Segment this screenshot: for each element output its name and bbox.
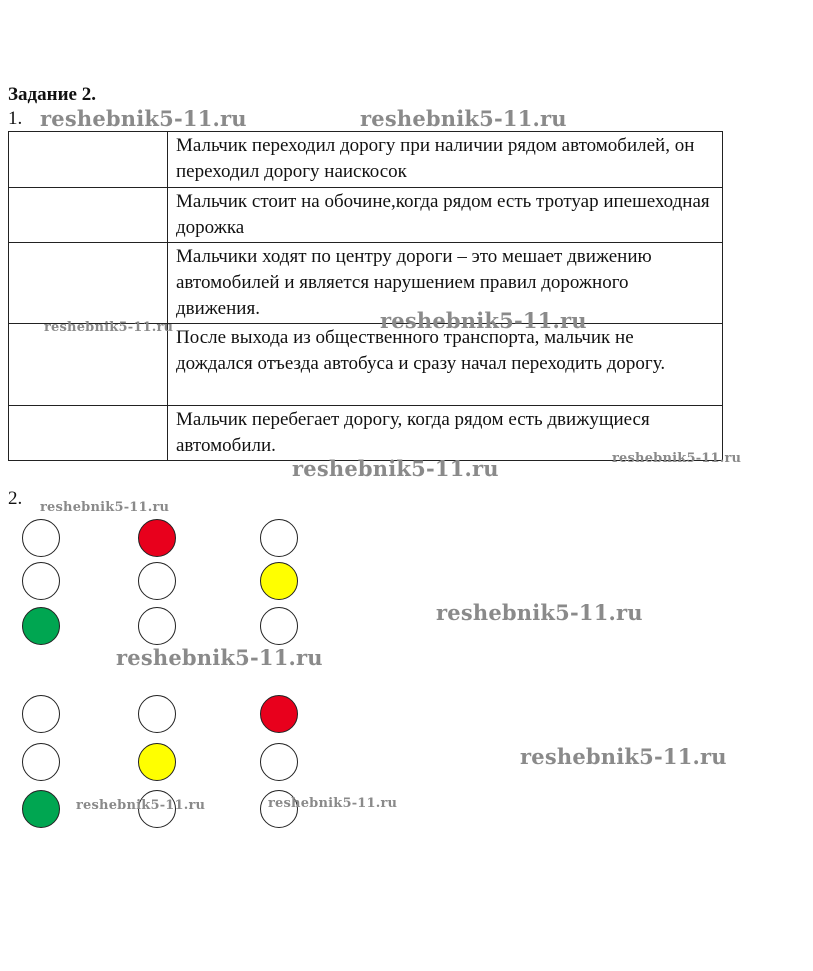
- watermark: reshebnik5-11.ru: [268, 796, 398, 811]
- situation-text: Мальчики ходят по центру дороги – это мешает движению автомобилей и является нарушением правил дорожного движения.: [168, 243, 723, 324]
- traffic-light-lamp-off: [22, 743, 60, 781]
- situation-text: Мальчик переходил дорогу при наличии рядом автомобилей, он переходил дорогу наискосок: [168, 132, 723, 188]
- watermark: reshebnik5-11.ru: [76, 798, 206, 813]
- part2-number: 2.: [8, 488, 23, 509]
- watermark: reshebnik5-11.ru: [116, 645, 323, 670]
- traffic-light-lamp-off: [260, 743, 298, 781]
- traffic-light-lamp-red: [260, 695, 298, 733]
- traffic-light-lamp-off: [138, 607, 176, 645]
- watermark: reshebnik5-11.ru: [360, 106, 567, 131]
- traffic-light-lamp-off: [260, 519, 298, 557]
- part1-number: 1.: [8, 108, 23, 129]
- watermark: reshebnik5-11.ru: [436, 600, 643, 625]
- traffic-light-lamp-green: [22, 607, 60, 645]
- traffic-light-lamp-off: [22, 695, 60, 733]
- task-title: Задание 2.: [8, 84, 96, 105]
- answer-cell: [9, 243, 168, 324]
- situations-table: [8, 131, 723, 461]
- table-row: [9, 324, 723, 406]
- answer-cell: [9, 188, 168, 243]
- watermark: reshebnik5-11.ru: [292, 456, 499, 481]
- watermark: reshebnik5-11.ru: [612, 451, 742, 466]
- watermark: reshebnik5-11.ru: [40, 500, 170, 515]
- situation-text: После выхода из общественного транспорта, мальчик не дождался отъезда автобуса и сразу начал переходить дорогу.: [168, 324, 723, 406]
- traffic-light-lamp-off: [22, 519, 60, 557]
- answer-cell: [9, 132, 168, 188]
- traffic-light-lamp-off: [138, 562, 176, 600]
- traffic-light-lamp-off: [22, 562, 60, 600]
- watermark: reshebnik5-11.ru: [520, 744, 727, 769]
- traffic-light-lamp-yellow: [260, 562, 298, 600]
- traffic-light-lamp-off: [260, 607, 298, 645]
- traffic-light-lamp-off: [138, 695, 176, 733]
- situation-text: Мальчик стоит на обочине,когда рядом есть тротуар ипешеходная дорожка: [168, 188, 723, 243]
- traffic-light-lamp-green: [22, 790, 60, 828]
- situation-text: Мальчик перебегает дорогу, когда рядом есть движущиеся автомобили.: [168, 406, 723, 461]
- watermark: reshebnik5-11.ru: [40, 106, 247, 131]
- traffic-light-lamp-red: [138, 519, 176, 557]
- answer-cell: [9, 406, 168, 461]
- table-row: [9, 243, 723, 324]
- answer-cell: [9, 324, 168, 406]
- table-row: [9, 188, 723, 243]
- watermark: reshebnik5-11.ru: [44, 320, 174, 335]
- watermark: reshebnik5-11.ru: [380, 308, 587, 333]
- table-row: [9, 132, 723, 188]
- traffic-light-lamp-yellow: [138, 743, 176, 781]
